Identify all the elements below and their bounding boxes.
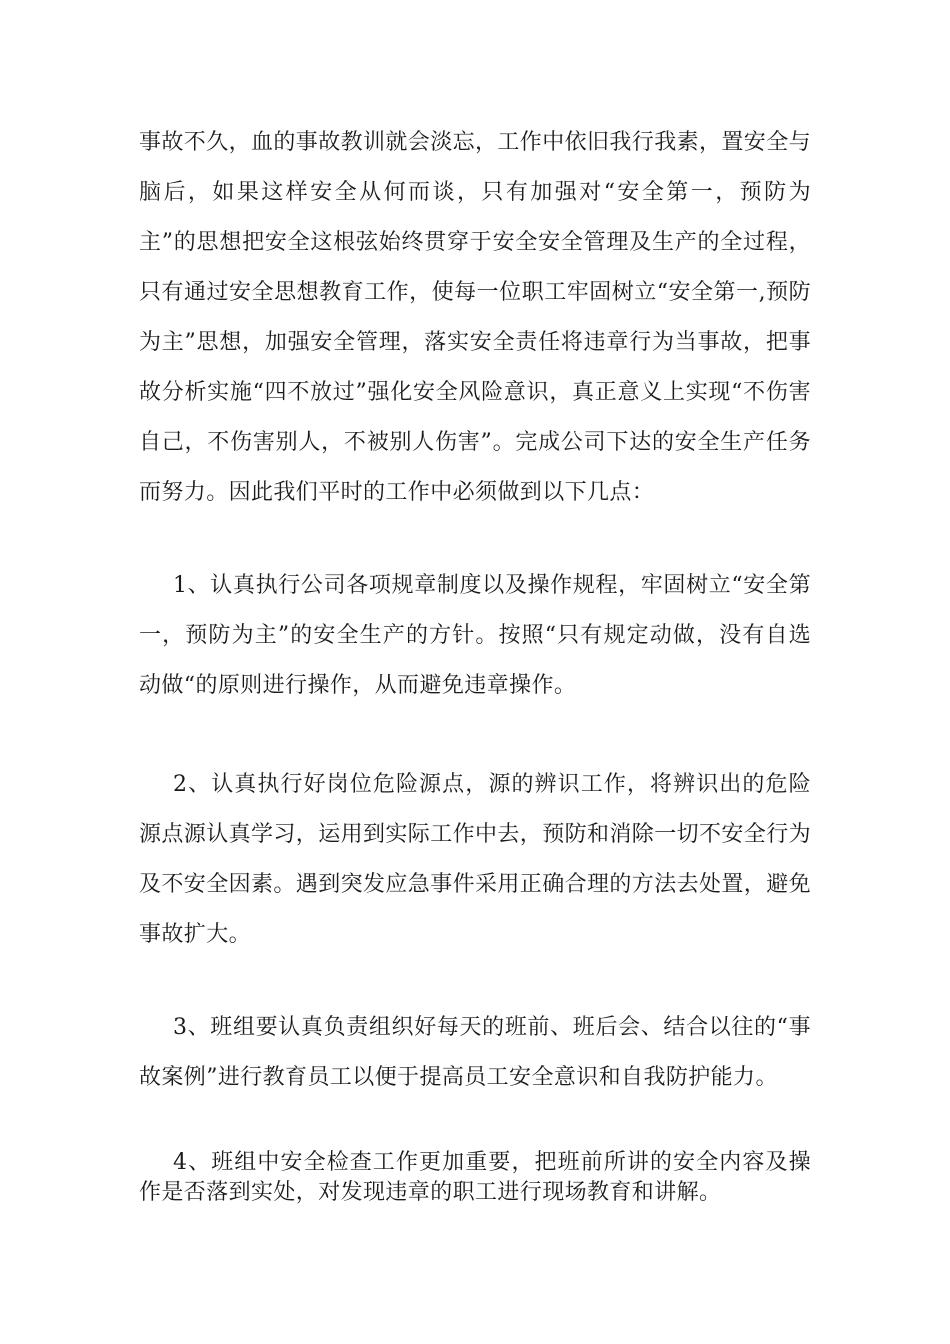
list-item-2-paragraph: 2、认真执行好岗位危险源点，源的辨识工作，将辨识出的危险源点源认真学习，运用到实际工作中去，预防和消除一切不安全行为及不安全因素。遇到突发应急事件采用正确合理的方法去处置，避免事故扩大。 bbox=[139, 772, 812, 947]
list-item-1-paragraph: 1、认真执行公司各项规章制度以及操作规程，牢固树立“安全第一，预防为主”的安全生产的方针。按照“只有规定动做，没有自选动做“的原则进行操作，从而避免违章操作。 bbox=[139, 573, 811, 698]
list-item-3-paragraph: 3、班组要认真负责组织好每天的班前、班后会、结合以往的“事故案例”进行教育员工以便于提高员工安全意识和自我防护能力。 bbox=[139, 1015, 811, 1090]
intro-paragraph: 事故不久，血的事故教训就会淡忘，工作中依旧我行我素，置安全与脑后，如果这样安全从何而谈，只有加强对“安全第一，预防为主”的思想把安全这根弦始终贯穿于安全安全管理及生产的全过程，只有通过安全思想教育工作，使每一位职工牢固树立“安全第一,预防为主”思想，加强安全管理，落实安全责任将违章行为当事故，把事故分析实施“四不放过”强化安全风险意识，真正意义上实现“不伤害自己，不伤害别人，不被别人伤害”。完成公司下达的安全生产任务而努力。因此我们平时的工作中必须做到以下几点： bbox=[139, 130, 812, 505]
list-item-4-paragraph: 4、班组中安全检查工作更加重要，把班前所讲的安全内容及操作是否落到实处，对发现违章的职工进行现场教育和讲解。 bbox=[139, 1150, 811, 1205]
